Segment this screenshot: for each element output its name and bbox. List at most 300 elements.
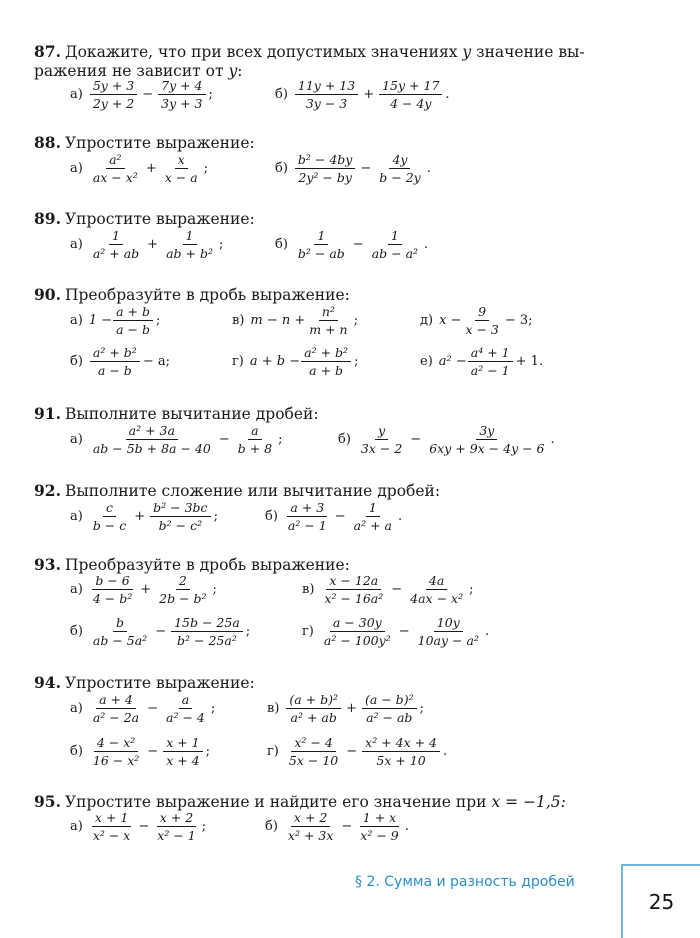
problem-89 xyxy=(34,209,670,229)
math-text: значение вы- xyxy=(476,43,585,61)
fraction xyxy=(90,423,214,456)
fraction-numerator: 11y + 13 xyxy=(295,78,358,95)
fraction-denominator: 2y² − by xyxy=(298,170,352,185)
fraction-numerator: 4y xyxy=(389,152,410,169)
fraction-denominator: x² − 9 xyxy=(360,828,399,843)
fraction-denominator: ab − 5b + 8a − 40 xyxy=(92,441,211,456)
math-expression xyxy=(89,78,213,111)
math-expression xyxy=(89,692,215,725)
fraction-numerator: a xyxy=(179,692,192,709)
math-text: − xyxy=(398,624,410,639)
math-text: б) xyxy=(265,819,278,834)
fraction xyxy=(162,152,201,185)
fraction-numerator: x + 1 xyxy=(92,810,131,827)
math-text: − xyxy=(334,509,346,524)
math-expression xyxy=(285,735,447,768)
math-expression xyxy=(89,228,224,261)
math-text: − xyxy=(346,744,358,759)
fraction-numerator: a − 30y xyxy=(330,615,385,632)
fraction-denominator: a² + a xyxy=(353,518,392,533)
fraction xyxy=(415,615,482,648)
expr-95a xyxy=(70,810,206,843)
fraction-denominator: x − a xyxy=(164,170,198,185)
math-text: + xyxy=(346,701,357,716)
expr-94a xyxy=(70,692,215,725)
fraction xyxy=(171,615,243,648)
fraction-numerator: 9 xyxy=(475,304,489,321)
math-text: б) xyxy=(70,624,83,639)
fraction-denominator: x² − 1 xyxy=(157,828,196,843)
problem-90 xyxy=(34,285,670,305)
math-text: . xyxy=(426,161,431,176)
fraction-numerator: 1 xyxy=(366,500,380,517)
math-text: 92. xyxy=(34,481,61,500)
math-text: б) xyxy=(275,237,288,252)
math-text: д) xyxy=(420,313,434,328)
math-expression xyxy=(285,692,424,725)
fraction-numerator: a xyxy=(248,423,261,440)
fraction-denominator: m + n xyxy=(309,322,348,337)
math-expression xyxy=(89,304,161,337)
math-expression xyxy=(284,810,409,843)
expr-93a xyxy=(70,573,217,606)
expr-90g xyxy=(232,345,358,378)
expr-95b xyxy=(265,810,409,843)
math-text: ; xyxy=(278,432,283,447)
math-text: 93. xyxy=(34,555,61,574)
math-text: 95. xyxy=(34,792,61,811)
fraction-denominator: b² − ab xyxy=(297,246,345,261)
math-expression xyxy=(294,228,428,261)
problem-heading xyxy=(34,404,670,424)
fraction-numerator: b − 6 xyxy=(92,573,132,590)
math-text: г) xyxy=(302,624,314,639)
math-text: − 3; xyxy=(504,313,533,328)
expr-92b xyxy=(265,500,402,533)
problem-heading xyxy=(34,792,670,812)
fraction xyxy=(295,228,348,261)
fraction-denominator: ab − a² xyxy=(371,246,419,261)
math-text: б) xyxy=(275,87,288,102)
math-text: а) xyxy=(70,701,83,716)
math-text: 1 − xyxy=(88,313,113,328)
math-text: Упростите выражение: xyxy=(64,674,255,692)
math-expression xyxy=(89,500,218,533)
math-text: ; xyxy=(203,161,209,176)
math-expression xyxy=(320,573,473,606)
fraction-denominator: 5x − 10 xyxy=(288,753,339,768)
fraction xyxy=(90,810,134,843)
math-text: y xyxy=(462,43,472,61)
fraction-numerator: 1 + x xyxy=(360,810,399,827)
math-text: y xyxy=(228,62,238,80)
math-text: б) xyxy=(275,161,288,176)
fraction xyxy=(468,345,513,378)
math-text: − xyxy=(352,237,364,252)
problem-text-line2: ражения не зависит от xyxy=(34,62,224,80)
fraction-numerator: x xyxy=(175,152,188,169)
fraction-denominator: a² − 100y² xyxy=(323,633,391,648)
fraction-denominator: x² + 3x xyxy=(287,828,334,843)
fraction-numerator: 1 xyxy=(314,228,328,245)
fraction-denominator: a − b xyxy=(116,322,150,337)
fraction-denominator: a² − 4 xyxy=(166,710,205,725)
fraction-numerator: a + b xyxy=(113,304,153,321)
problem-number: 87. xyxy=(34,42,61,61)
math-text: + xyxy=(145,161,157,176)
math-expression xyxy=(250,304,358,337)
problem-heading: ражения не зависит от y: xyxy=(34,62,243,80)
math-expression xyxy=(89,423,283,456)
fraction-denominator: 4 − 4y xyxy=(390,96,432,111)
math-text: б) xyxy=(70,354,83,369)
problem-92 xyxy=(34,481,670,501)
math-text: б) xyxy=(338,432,351,447)
fraction-numerator: 10y xyxy=(434,615,463,632)
fraction-denominator: x² − 16a² xyxy=(324,591,384,606)
math-text: Упростите выражение: xyxy=(64,134,255,152)
fraction xyxy=(295,78,358,111)
fraction xyxy=(306,304,350,337)
expr-92a xyxy=(70,500,218,533)
problem-93 xyxy=(34,555,670,575)
math-text: а) xyxy=(70,582,83,597)
math-text: в) xyxy=(267,701,280,716)
fraction-denominator: 6xy + 9x − 4y − 6 xyxy=(429,441,545,456)
fraction-denominator: x² − x xyxy=(92,828,131,843)
expr-90a xyxy=(70,304,160,337)
fraction xyxy=(90,345,140,378)
math-expression xyxy=(89,735,210,768)
math-text: а) xyxy=(70,87,83,102)
fraction xyxy=(362,735,440,768)
fraction-numerator: b² − 3bc xyxy=(150,500,210,517)
fraction xyxy=(295,152,355,185)
problem-text: Докажите, что при всех допустимых значениях xyxy=(64,43,458,61)
expr-88a xyxy=(70,152,208,185)
fraction-numerator: 2 xyxy=(176,573,190,590)
math-text: x = −1,5: xyxy=(491,793,566,811)
fraction-denominator: a + b xyxy=(309,363,344,378)
problem-heading xyxy=(34,209,670,229)
fraction xyxy=(90,152,141,185)
math-text: г) xyxy=(232,354,244,369)
fraction-denominator: b − 2y xyxy=(379,170,421,185)
math-text: Выполните вычитание дробей: xyxy=(64,405,319,423)
math-text: ; xyxy=(201,819,207,834)
fraction-numerator: 4a xyxy=(426,573,447,590)
expr-90e xyxy=(420,345,543,378)
fraction xyxy=(358,423,405,456)
math-text: + 1. xyxy=(515,354,544,369)
math-text: . xyxy=(443,744,448,759)
math-text: 90. xyxy=(34,285,61,304)
problem-88 xyxy=(34,133,670,153)
fraction xyxy=(163,692,208,725)
fraction-denominator: 4ax − x² xyxy=(410,591,464,606)
math-text: − xyxy=(142,87,154,102)
math-text: а) xyxy=(70,161,83,176)
math-text: . xyxy=(424,237,429,252)
fraction xyxy=(90,500,129,533)
expr-91b xyxy=(338,423,555,456)
problem-heading xyxy=(34,285,670,305)
math-text: − a; xyxy=(142,354,170,369)
math-text: Упростите выражение и найдите его значение при xyxy=(64,793,487,811)
math-text: ; xyxy=(208,87,213,102)
fraction-denominator: b² − c² xyxy=(158,518,203,533)
fraction xyxy=(379,78,442,111)
fraction-numerator: a + 4 xyxy=(96,692,136,709)
math-expression xyxy=(357,423,555,456)
fraction-numerator: 1 xyxy=(109,228,123,245)
expr-93g xyxy=(302,615,489,648)
fraction-numerator: x² − 4 xyxy=(291,735,335,752)
fraction xyxy=(426,423,547,456)
math-text: ; xyxy=(419,701,424,716)
math-expression xyxy=(294,152,431,185)
math-text: а) xyxy=(70,432,83,447)
fraction-denominator: 4 − b² xyxy=(92,591,133,606)
problem-94 xyxy=(34,673,670,693)
math-text: + xyxy=(363,87,375,102)
fraction xyxy=(235,423,275,456)
math-text: ; xyxy=(354,354,359,369)
fraction-numerator: 1 xyxy=(183,228,197,245)
problem-91 xyxy=(34,404,670,424)
fraction-denominator: b − c xyxy=(92,518,127,533)
math-text: ; xyxy=(245,624,251,639)
fraction-denominator: x + 4 xyxy=(166,753,200,768)
math-text: + xyxy=(140,582,152,597)
math-text: . xyxy=(445,87,450,102)
fraction-numerator: 15y + 17 xyxy=(379,78,442,95)
fraction xyxy=(285,500,330,533)
fraction-denominator: 3y + 3 xyxy=(161,96,203,111)
fraction xyxy=(376,152,423,185)
fraction-numerator: a² + b² xyxy=(90,345,140,362)
math-text: ; xyxy=(210,701,216,716)
problem-87 xyxy=(34,42,670,81)
math-text: ; xyxy=(218,237,224,252)
math-text: a + b − xyxy=(249,354,301,369)
expr-89a xyxy=(70,228,223,261)
fraction xyxy=(90,615,150,648)
math-text: . xyxy=(484,624,490,639)
fraction-numerator: n² xyxy=(319,304,338,321)
page-number xyxy=(621,864,700,938)
fraction-numerator: x + 2 xyxy=(157,810,196,827)
fraction xyxy=(286,692,341,725)
fraction xyxy=(351,500,395,533)
fraction xyxy=(150,500,210,533)
fraction xyxy=(90,228,142,261)
expr-93v xyxy=(302,573,473,606)
math-text: 25 xyxy=(648,890,675,914)
math-text: − xyxy=(218,432,230,447)
expr-87b xyxy=(275,78,450,111)
problem-heading xyxy=(34,481,670,501)
math-text: − xyxy=(155,624,167,639)
fraction xyxy=(113,304,153,337)
fraction-denominator: 2b − b² xyxy=(159,591,207,606)
expr-90d xyxy=(420,304,533,337)
fraction xyxy=(158,78,205,111)
math-expression xyxy=(89,573,217,606)
math-text: x − xyxy=(439,313,462,328)
math-text: Преобразуйте в дробь выражение: xyxy=(64,286,350,304)
fraction-denominator: a − b xyxy=(97,363,132,378)
fraction-denominator: a² − 1 xyxy=(287,518,327,533)
fraction-numerator: 15b − 25a xyxy=(171,615,243,632)
math-text: ; xyxy=(213,509,218,524)
section-title: § 2. Сумма и разность дробей xyxy=(355,874,575,890)
math-text: а) xyxy=(70,313,83,328)
fraction-numerator: a² xyxy=(106,152,124,169)
math-text: . xyxy=(404,819,409,834)
math-text: 89. xyxy=(34,209,61,228)
expr-87a xyxy=(70,78,213,111)
math-text: б) xyxy=(70,744,83,759)
math-text: ; xyxy=(353,313,358,328)
math-text: а) xyxy=(70,819,83,834)
math-text: − xyxy=(147,701,159,716)
math-expression xyxy=(89,345,170,378)
fraction-numerator: x − 12a xyxy=(326,573,381,590)
fraction-numerator: b² − 4by xyxy=(295,152,355,169)
math-text: ; xyxy=(212,582,217,597)
math-text: в) xyxy=(302,582,315,597)
math-expression xyxy=(439,304,532,337)
fraction xyxy=(90,573,135,606)
fraction xyxy=(90,692,142,725)
problem-heading xyxy=(34,555,670,575)
math-text: ; xyxy=(205,744,211,759)
fraction-denominator: a² − 1 xyxy=(470,363,510,378)
fraction-numerator: a⁴ + 1 xyxy=(468,345,513,362)
expr-90v xyxy=(232,304,358,337)
fraction-denominator: ab + b² xyxy=(166,246,213,261)
expr-91a xyxy=(70,423,282,456)
fraction xyxy=(321,573,386,606)
fraction xyxy=(90,735,142,768)
fraction-numerator: c xyxy=(103,500,116,517)
math-text: − xyxy=(147,744,159,759)
math-expression xyxy=(89,810,206,843)
fraction-numerator: 5y + 3 xyxy=(90,78,137,95)
math-text: 88. xyxy=(34,133,61,152)
fraction-denominator: 10ay − a² xyxy=(417,633,479,648)
math-text: + xyxy=(134,509,146,524)
expr-94b xyxy=(70,735,210,768)
problem-heading xyxy=(34,133,670,153)
math-text: а) xyxy=(70,237,83,252)
fraction xyxy=(286,735,341,768)
fraction xyxy=(163,735,202,768)
math-text: m − n + xyxy=(250,313,306,328)
fraction-numerator: (a + b)² xyxy=(286,692,341,709)
math-text: б) xyxy=(265,509,278,524)
fraction-denominator: ax − x² xyxy=(92,170,138,185)
math-text: в) xyxy=(232,313,245,328)
fraction-denominator: 3y − 3 xyxy=(305,96,348,111)
fraction-numerator: 7y + 4 xyxy=(158,78,205,95)
math-expression xyxy=(294,78,450,111)
expr-94g xyxy=(267,735,447,768)
math-text: . xyxy=(550,432,555,447)
fraction xyxy=(362,692,417,725)
fraction-denominator: a² − 2a xyxy=(92,710,140,725)
fraction xyxy=(154,810,198,843)
math-text: а) xyxy=(70,509,83,524)
fraction-denominator: 16 − x² xyxy=(92,753,140,768)
math-text: Преобразуйте в дробь выражение: xyxy=(64,556,350,574)
math-text: 91. xyxy=(34,404,61,423)
fraction xyxy=(301,345,351,378)
fraction-denominator: x − 3 xyxy=(465,322,499,337)
fraction xyxy=(407,573,466,606)
fraction-numerator: 1 xyxy=(388,228,402,245)
expr-88b xyxy=(275,152,431,185)
math-expression xyxy=(89,615,250,648)
fraction xyxy=(357,810,401,843)
math-text: + xyxy=(147,237,159,252)
fraction xyxy=(163,228,216,261)
fraction-numerator: y xyxy=(375,423,388,440)
fraction xyxy=(156,573,209,606)
fraction-numerator: a² + b² xyxy=(301,345,351,362)
math-text: ; xyxy=(469,582,474,597)
fraction-numerator: x² + 4x + 4 xyxy=(362,735,440,752)
fraction xyxy=(369,228,421,261)
fraction xyxy=(285,810,336,843)
problem-heading xyxy=(34,673,670,693)
fraction-denominator: b² − 25a² xyxy=(177,633,237,648)
expr-94v xyxy=(267,692,424,725)
fraction-denominator: b + 8 xyxy=(237,441,273,456)
math-expression xyxy=(284,500,402,533)
problem-heading xyxy=(34,42,670,62)
fraction xyxy=(90,78,137,111)
fraction-numerator: 3y xyxy=(476,423,497,440)
math-text: a² − xyxy=(438,354,467,369)
fraction-numerator: a + 3 xyxy=(287,500,327,517)
math-text: 94. xyxy=(34,673,61,692)
fraction-denominator: 2y + 2 xyxy=(92,96,135,111)
math-text: . xyxy=(398,509,403,524)
expr-93b xyxy=(70,615,250,648)
math-expression xyxy=(439,345,543,378)
math-text: − xyxy=(410,432,422,447)
fraction-numerator: x + 1 xyxy=(163,735,202,752)
math-text: г) xyxy=(267,744,279,759)
problem-95 xyxy=(34,792,670,812)
math-expression xyxy=(250,345,359,378)
math-text: е) xyxy=(420,354,433,369)
math-expression xyxy=(320,615,489,648)
expr-89b xyxy=(275,228,428,261)
fraction-numerator: b xyxy=(113,615,127,632)
expr-90b xyxy=(70,345,170,378)
math-text: − xyxy=(360,161,372,176)
math-text: − xyxy=(341,819,353,834)
fraction xyxy=(321,615,394,648)
fraction-denominator: ab − 5a² xyxy=(92,633,148,648)
fraction-numerator: (a − b)² xyxy=(362,692,417,709)
math-text: Выполните сложение или вычитание дробей: xyxy=(64,482,441,500)
math-text: ; xyxy=(156,313,161,328)
fraction-denominator: a² + ab xyxy=(92,246,140,261)
